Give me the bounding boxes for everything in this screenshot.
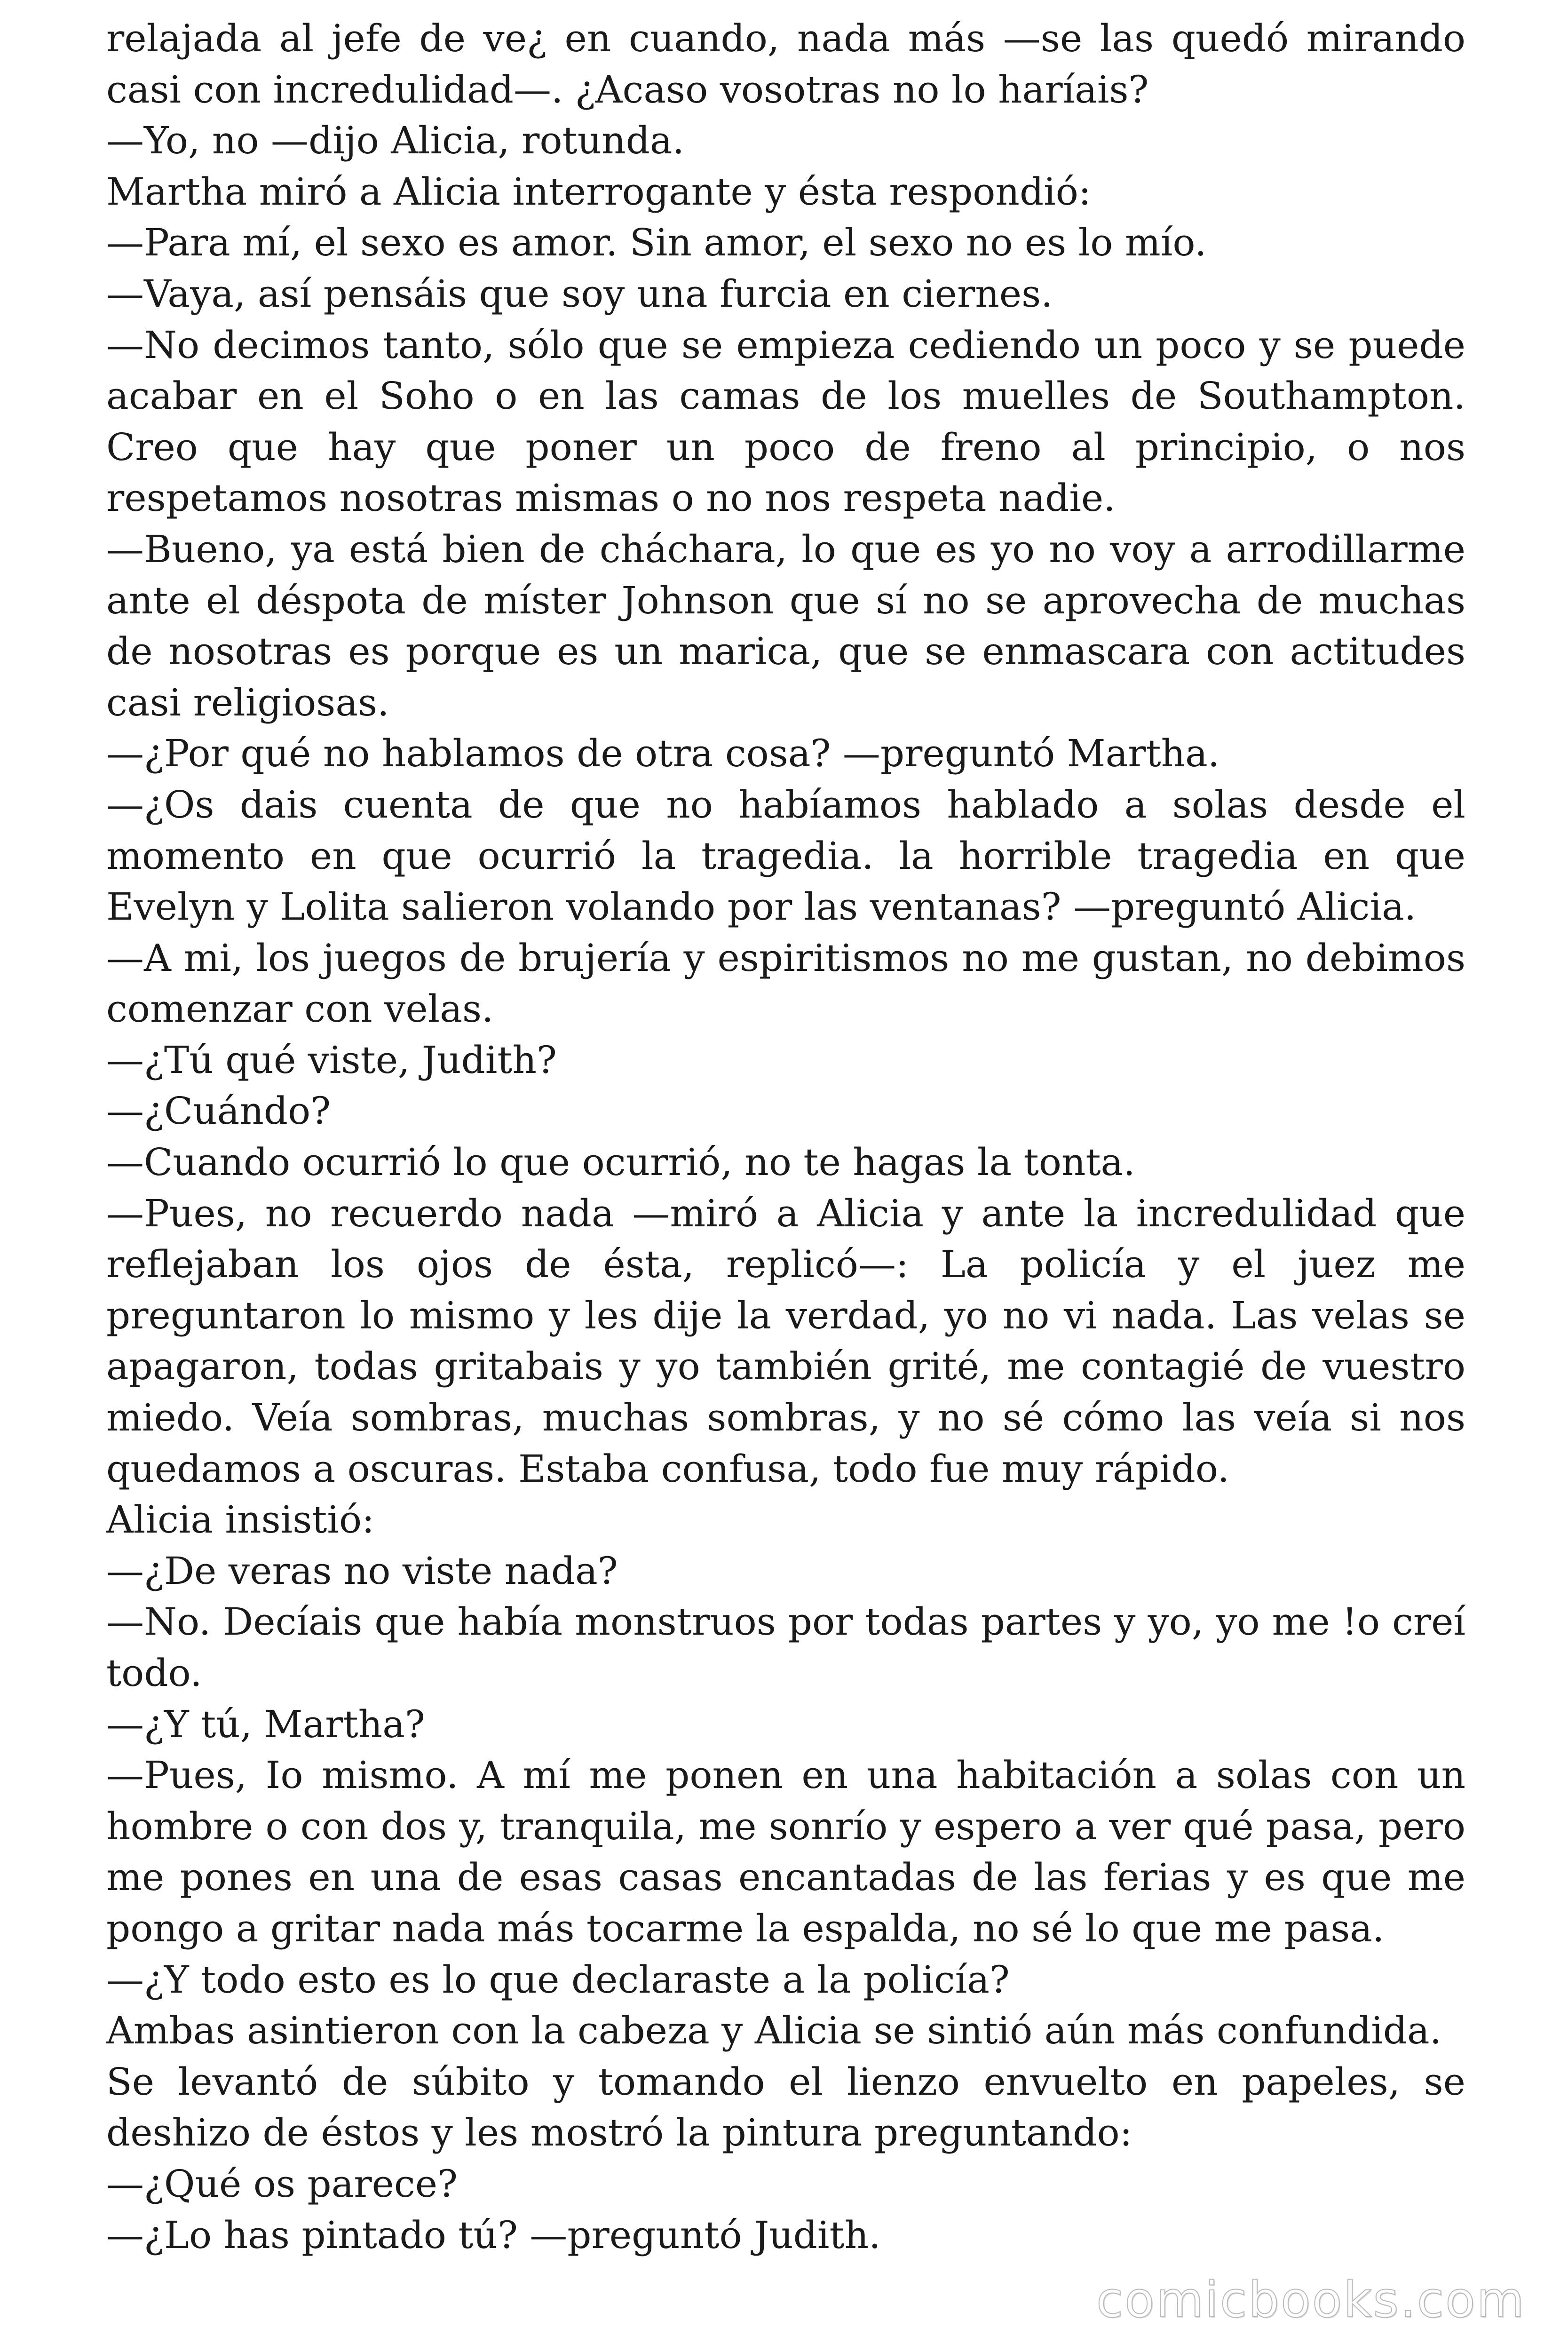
paragraph-6: —No decimos tanto, sólo que se empieza cediendo un poco y se puede acabar en el Soho o en las camas de los muelles de Southampton. Creo que hay que poner un poco de freno al principio, o nos respetamos nosotras mismas o no nos respeta nadie. <box>106 323 1465 520</box>
paragraph-7: —Bueno, ya está bien de cháchara, lo que es yo no voy a arrodillarme ante el déspota de míster Johnson que sí no se aprovecha de muchas de nosotras es porque es un marica, que se enmascara con actitudes casi religiosas. <box>106 527 1465 724</box>
paragraph-2: —Yo, no —dijo Alicia, rotunda. <box>106 119 685 163</box>
paragraph-23: —¿Qué os parece? <box>106 2161 458 2206</box>
paragraph-17: —No. Decíais que había monstruos por todas partes y yo, yo me !o creí todo. <box>106 1600 1465 1695</box>
paragraph-18: —¿Y tú, Martha? <box>106 1702 425 1746</box>
paragraph-13: —Cuando ocurrió lo que ocurrió, no te hagas la tonta. <box>106 1140 1135 1184</box>
paragraph-21: Ambas asintieron con la cabeza y Alicia se sintió aún más confundida. <box>106 2009 1442 2053</box>
site-watermark: comicbooks.com <box>1096 2271 1526 2328</box>
paragraph-4: —Para mí, el sexo es amor. Sin amor, el sexo no es lo mío. <box>106 221 1207 265</box>
paragraph-15: Alicia insistió: <box>106 1498 375 1542</box>
paragraph-5: —Vaya, así pensáis que soy una furcia en ciernes. <box>106 271 1053 316</box>
paragraph-24: —¿Lo has pintado tú? —preguntó Judith. <box>106 2213 881 2257</box>
paragraph-10: —A mi, los juegos de brujería y espiritismos no me gustan, no debimos comenzar con velas. <box>106 936 1465 1031</box>
paragraph-20: —¿Y todo esto es lo que declaraste a la policía? <box>106 1957 1010 2002</box>
paragraph-22: Se levantó de súbito y tomando el lienzo envuelto en papeles, se deshizo de éstos y les mostró la pintura preguntando: <box>106 2059 1465 2155</box>
body-text <box>106 13 1465 2261</box>
paragraph-9: —¿Os dais cuenta de que no habíamos hablado a solas desde el momento en que ocurrió la tragedia. la horrible tragedia en que Evelyn y Lolita salieron volando por las ventanas? —preguntó Alicia. <box>106 782 1465 929</box>
paragraph-19: —Pues, Io mismo. A mí me ponen en una habitación a solas con un hombre o con dos y, tranquila, me sonrío y espero a ver qué pasa, pero me pones en una de esas casas encantadas de las ferias y es que me pongo a gritar nada más tocarme la espalda, no sé lo que me pasa. <box>106 1753 1465 1950</box>
paragraph-16: —¿De veras no viste nada? <box>106 1549 618 1593</box>
paragraph-1: relajada al jefe de ve¿ en cuando, nada más —se las quedó mirando casi con incredulidad—. ¿Acaso vosotras no lo haríais? <box>106 16 1465 111</box>
paragraph-14: —Pues, no recuerdo nada —miró a Alicia y ante la incredulidad que reflejaban los ojos de ésta, replicó—: La policía y el juez me preguntaron lo mismo y les dije la verdad, yo no vi nada. Las velas se apagaron, todas gritabais y yo también grité, me contagié de vuestro miedo. Veía sombras, muchas sombras, y no sé cómo las veía si nos quedamos a oscuras. Estaba confusa, todo fue muy rápido. <box>106 1191 1465 1491</box>
paragraph-11: —¿Tú qué viste, Judith? <box>106 1038 557 1082</box>
paragraph-8: —¿Por qué no hablamos de otra cosa? —preguntó Martha. <box>106 731 1220 776</box>
paragraph-12: —¿Cuándo? <box>106 1089 331 1133</box>
paragraph-3: Martha miró a Alicia interrogante y ésta respondió: <box>106 169 1091 214</box>
